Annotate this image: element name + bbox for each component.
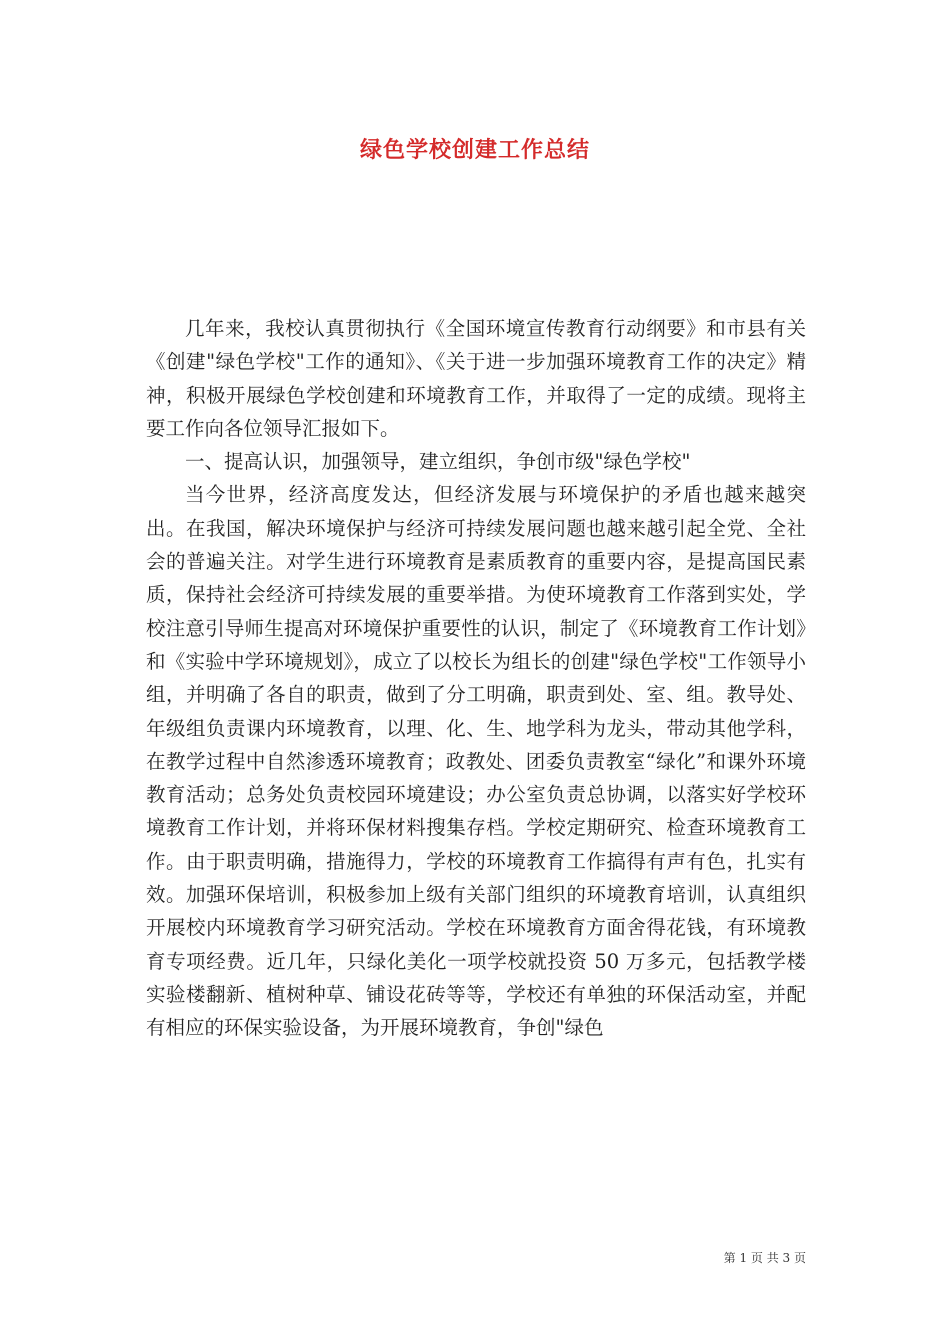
section-heading-1: 一、提高认识，加强领导，建立组织，争创市级"绿色学校" (185, 450, 691, 474)
paragraph-section-1: 当今世界，经济高度发达，但经济发展与环境保护的矛盾也越来越突出。在我国，解决环境保护与经济可持续发展问题也越来越引起全党、全社会的普遍关注。对学生进行环境教育是素质教育的重要内容，是提高国民素质，保持社会经济可持续发展的重要举措。为使环境教育工作落到实处，学校注意引导师生提高对环境保护重要性的认识，制定了《环境教育工作计划》和《实验中学环境规划》，成立了以校长为组长的创建"绿色学校"工作领导小组，并明确了各自的职责，做到了分工明确，职责到处、室、组。教导处、年级组负责课内环境教育，以理、化、生、地学科为龙头，带动其他学科，在教学过程中自然渗透环境教育；政教处、团委负责教室“绿化”和课外环境教育活动；总务处负责校园环境建设；办公室负责总协调，以落实好学校环境教育工作计划，并将环保材料搜集存档。学校定期研究、检查环境教育工作。由于职责明确，措施得力，学校的环境教育工作搞得有声有色，扎实有效。加强环保培训，积极参加上级有关部门组织的环境教育培训，认真组织开展校内环境教育学习研究活动。学校在环境教育方面舍得花钱，有环境教育专项经费。近几年，只绿化美化一项学校就投资 50 万多元，包括教学楼实验楼翻新、植树种草、铺设花砖等等，学校还有单独的环保活动室，并配有相应的环保实验设备，为开展环境教育，争创"绿色 (146, 483, 806, 1040)
document-body (146, 312, 806, 1045)
paragraph-intro: 几年来，我校认真贯彻执行《全国环境宣传教育行动纲要》和市县有关《创建"绿色学校"工作的通知》、《关于进一步加强环境教育工作的决定》精神，积极开展绿色学校创建和环境教育工作，并取得了一定的成绩。现将主要工作向各位领导汇报如下。 (146, 317, 806, 440)
document-title: 绿色学校创建工作总结 (359, 137, 590, 163)
page-number-footer: 第 1 页 共 3 页 (723, 1251, 806, 1265)
